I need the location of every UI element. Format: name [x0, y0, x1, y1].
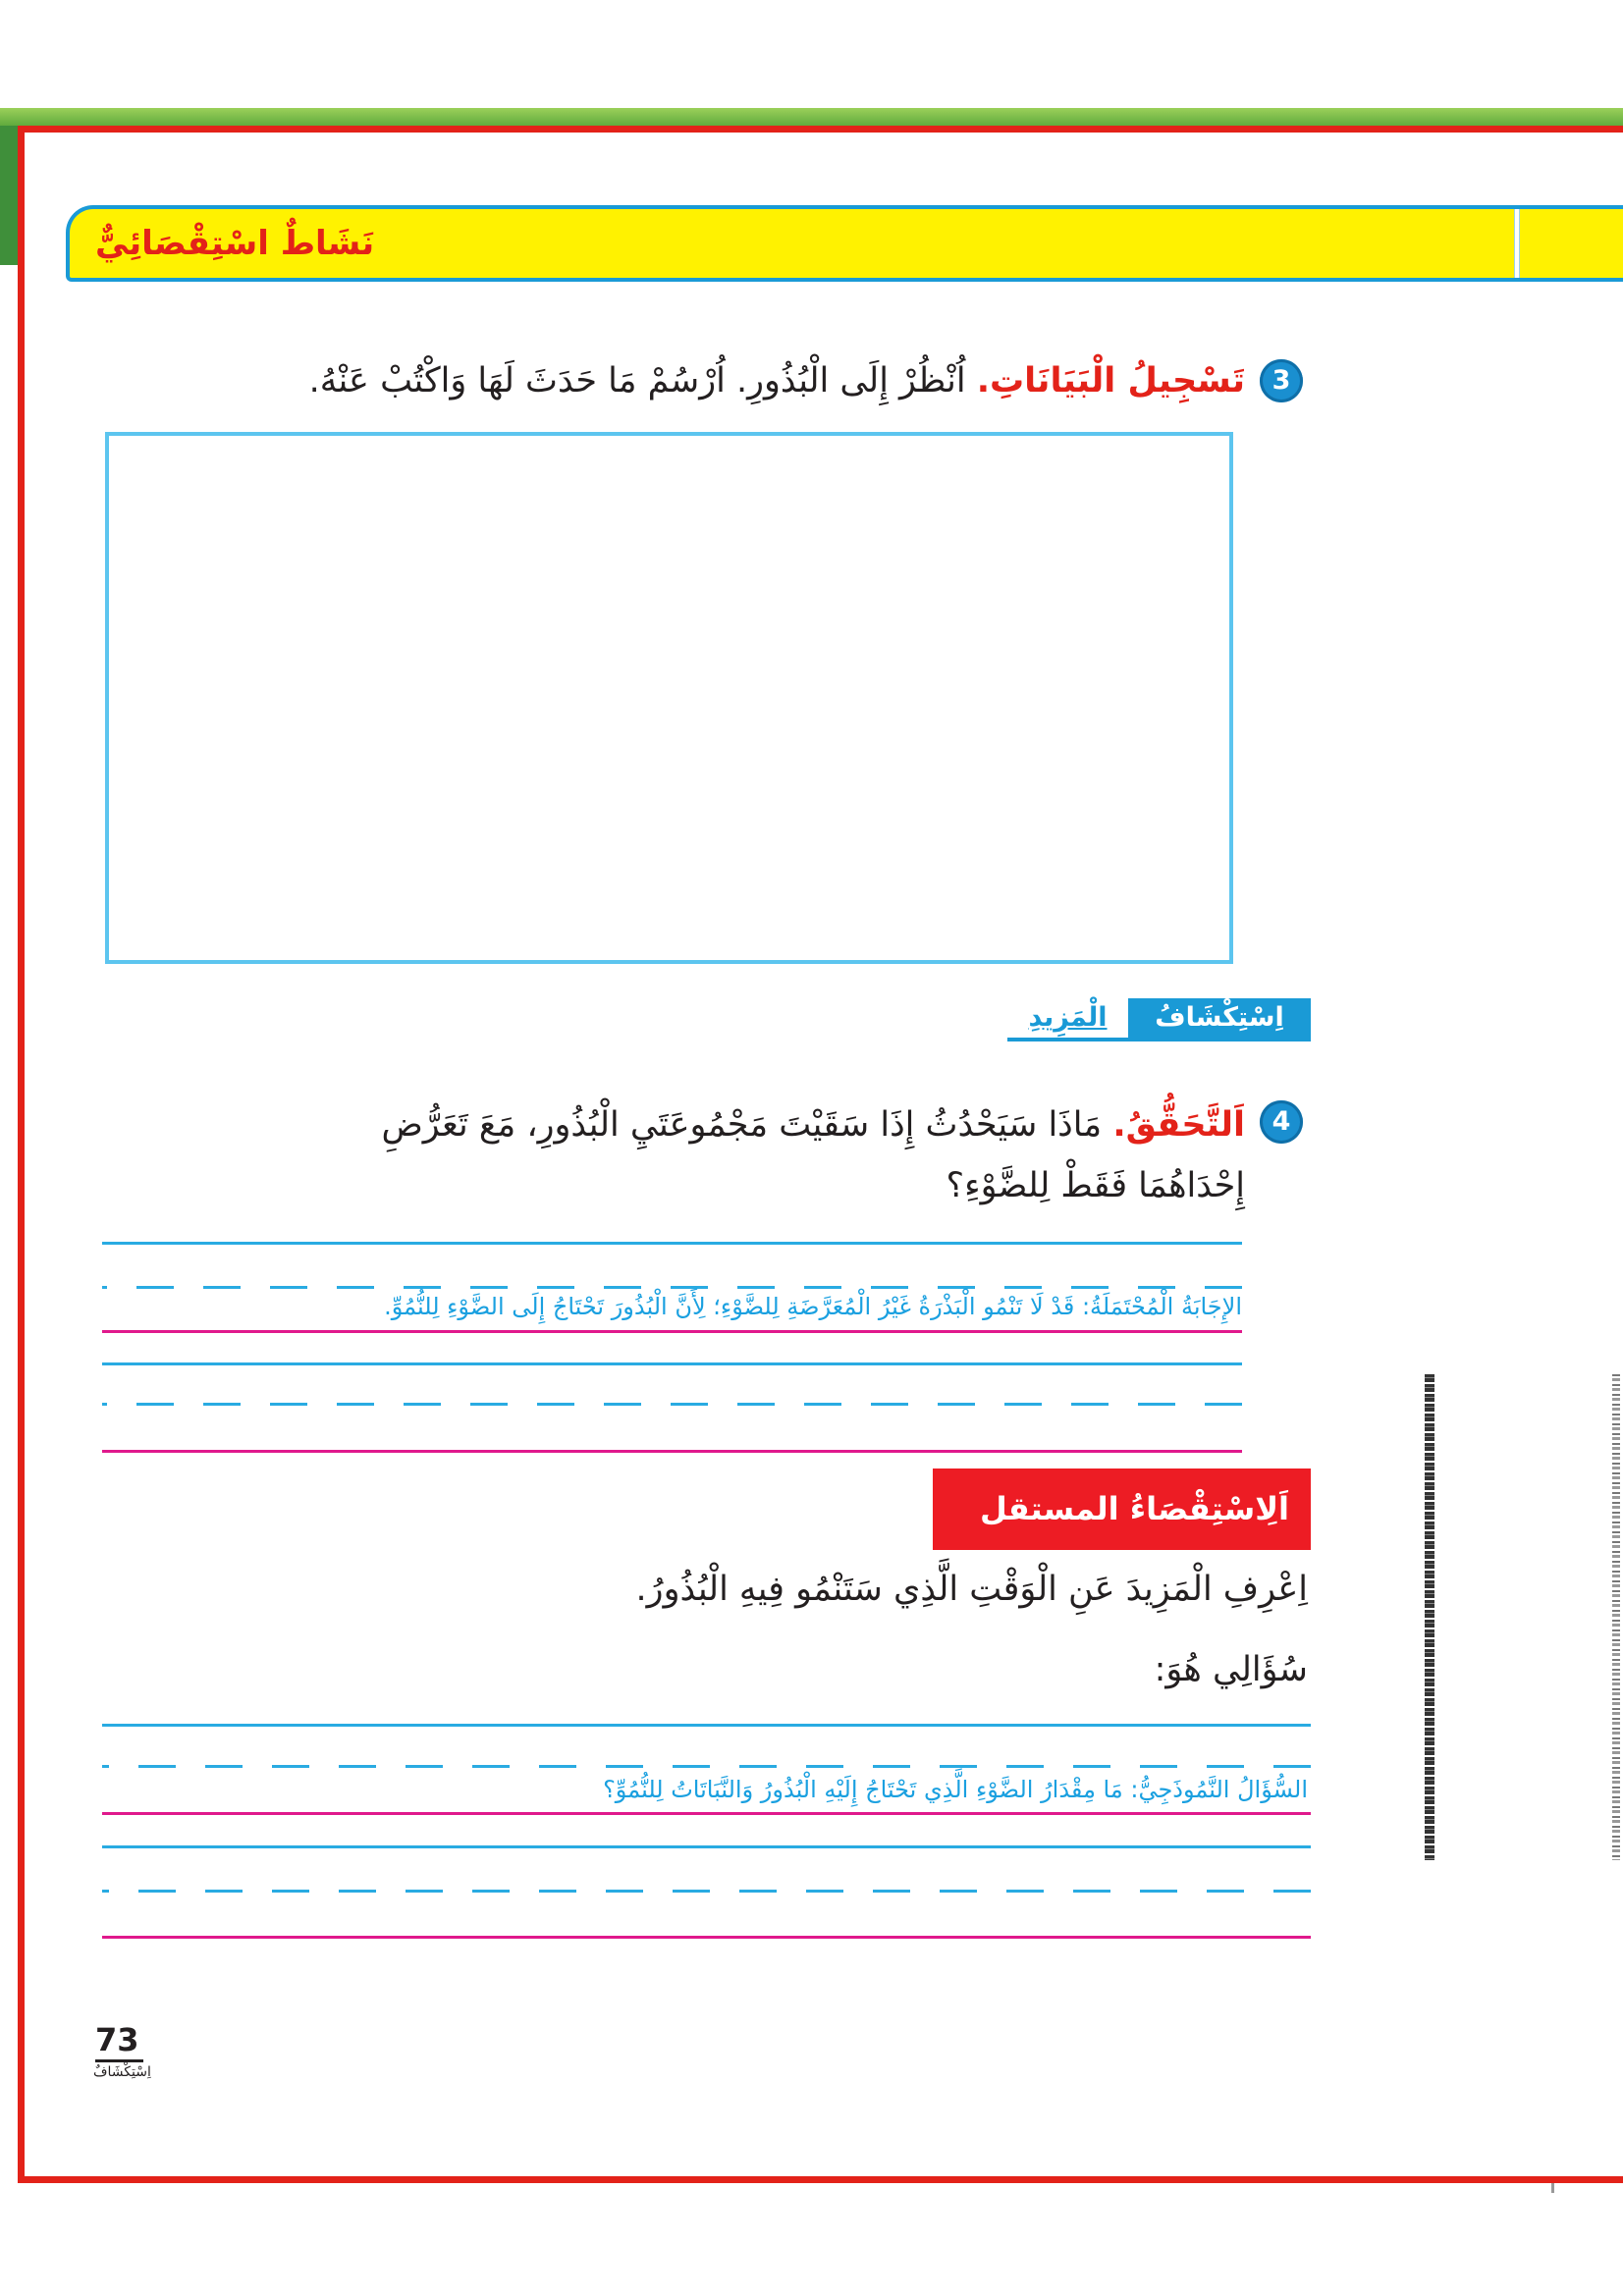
- step-3-text: اُنْظُرْ إِلَى الْبُذُورِ. اُرْسُمْ مَا حَدَثَ لَهَا وَاكْتُبْ عَنْهُ.: [308, 361, 966, 400]
- footer-section-label: اِسْتِكْشَافٌ: [93, 2064, 151, 2080]
- inquiry-sample-answer: السُّؤَالُ النَّمُوذَجِيُّ: مَا مِقْدَارُ الضَّوْءِ الَّذِي تَحْتَاجُ إِلَيْهِ الْبُذُورُ وَالنَّبَاتَاتُ لِلنُّمُوِّ؟: [603, 1776, 1308, 1803]
- copyright-vertical-strip: [1425, 1374, 1434, 1860]
- independent-inquiry-instruction: اِعْرِفِ الْمَزِيدَ عَنِ الْوَقْتِ الَّذِي سَتَنْمُو فِيهِ الْبُذُورُ.: [635, 1570, 1308, 1609]
- my-question-prompt: سُؤَالِي هُوَ:: [1154, 1650, 1308, 1689]
- writing-line-dashed: [102, 1403, 1242, 1406]
- step-3-instruction: [309, 356, 1245, 405]
- writing-line-dashed: [102, 1286, 1242, 1289]
- writing-line-top: [102, 1362, 1242, 1365]
- writing-line-dashed: [102, 1765, 1311, 1768]
- step-4-question-line1: [381, 1100, 1245, 1149]
- left-green-tab: [0, 126, 18, 265]
- bottom-tick-mark: [1551, 2183, 1554, 2193]
- step-3-label: تَسْجِيلُ الْبَيَانَاتِ.: [976, 361, 1245, 400]
- writing-line-baseline: [102, 1330, 1242, 1333]
- writing-line-top: [102, 1724, 1311, 1727]
- step-4-label: اَلتَّحَقُّقُ.: [1112, 1105, 1245, 1145]
- step-4-question-text: مَاذَا سَيَحْدُثُ إِذَا سَقَيْتَ مَجْمُوعَتَيِ الْبُذُورِ، مَعَ تَعَرُّضِ: [381, 1105, 1103, 1145]
- step-4-number-badge: 4: [1260, 1100, 1303, 1144]
- drawing-box: [105, 432, 1233, 964]
- writing-line-baseline: [102, 1450, 1242, 1453]
- independent-inquiry-banner: [933, 1468, 1311, 1550]
- activity-title: نَشَاطٌ اسْتِقْصَائِيٌّ: [95, 224, 375, 263]
- writing-line-top: [102, 1845, 1311, 1848]
- top-green-band: [0, 108, 1623, 128]
- independent-inquiry-title: اَلِاسْتِقْصَاءُ المستقل: [979, 1490, 1289, 1527]
- writing-line-dashed: [102, 1890, 1311, 1893]
- step-4-question-line2: إِحْدَاهُمَا فَقَطْ لِلضَّوْءِ؟: [946, 1166, 1245, 1205]
- explore-more-label: [1007, 998, 1311, 1041]
- step-3-number-badge: 3: [1260, 359, 1303, 402]
- writing-line-baseline: [102, 1812, 1311, 1815]
- copyright-vertical-strip: [1612, 1374, 1620, 1860]
- writing-line-baseline: [102, 1936, 1311, 1939]
- step-4-sample-answer: الإِجَابَةُ الْمُحْتَمَلَةُ: قَدْ لَا تَنْمُو الْبَذْرَةُ غَيْرُ الْمُعَرَّضَةِ لِلضَّوْءِ؛ لِأَنَّ الْبُذُورَ تَحْتَاجُ إِلَى الضَّوْءِ لِلنُّمُوِّ.: [384, 1293, 1242, 1320]
- header-divider: [1514, 209, 1520, 278]
- writing-line-top: [102, 1242, 1242, 1245]
- explore-more-part2: الْمَزِيدِ: [1028, 1002, 1108, 1033]
- explore-more-part1: اِسْتِكْشَافُ: [1128, 998, 1311, 1038]
- page-number: 73: [95, 2020, 143, 2062]
